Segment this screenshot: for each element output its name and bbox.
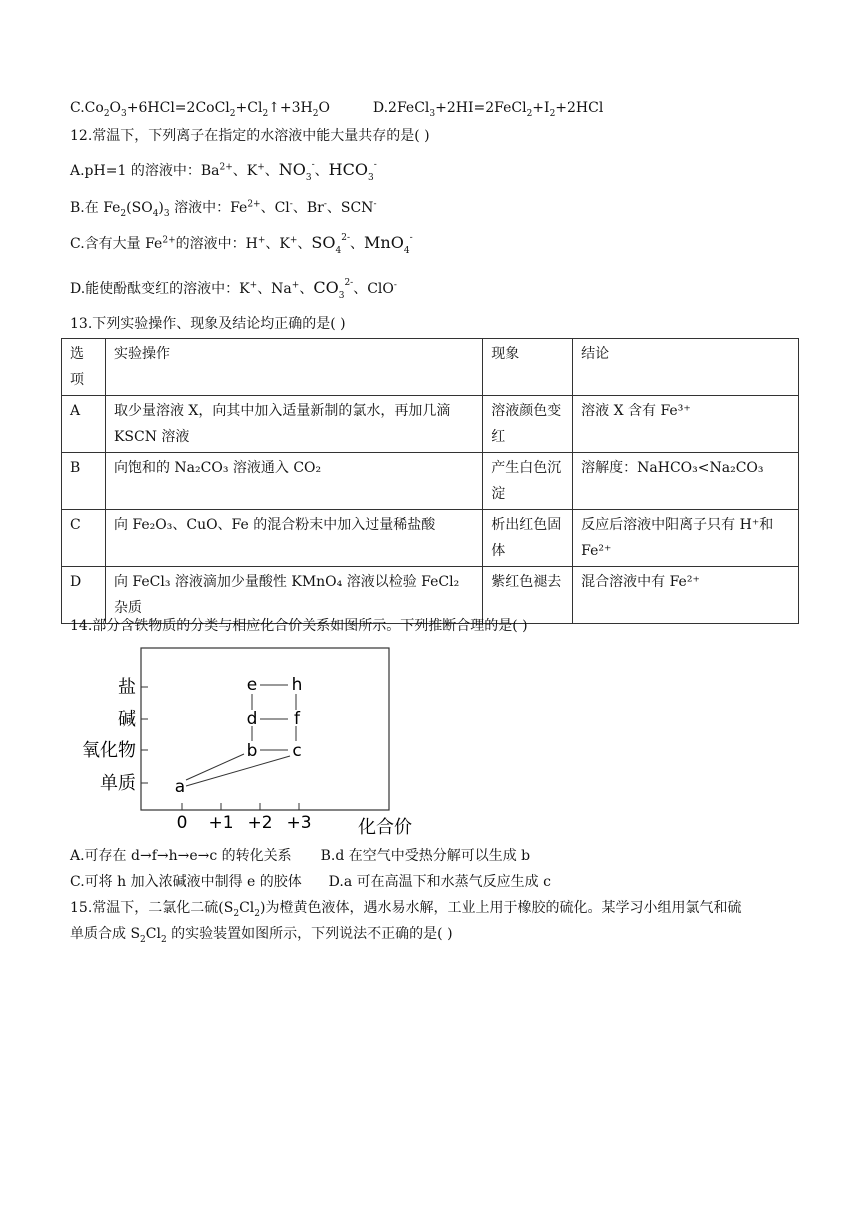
a-c-line bbox=[186, 756, 290, 786]
q15-stem-line2: 单质合成 $S_2Cl_2$ 的实验装置如图所示，下列说法不正确的是( ) bbox=[70, 926, 453, 945]
row-operation: 向 FeCl₃ 溶液滴加少量酸性 KMnO₄ 溶液以检验 FeCl₂ 杂质 bbox=[105, 567, 482, 624]
x-label-0: 0 bbox=[176, 813, 188, 833]
q12-option-d: D.能使酚酞变红的溶液中：K+、Na+、$CO_3^{2-}$、ClO- bbox=[70, 278, 397, 301]
q12-option-b: B.在 $Fe_2(SO_4)_3$ 溶液中：$Fe^{2+}$、Cl-、Br-、SCN- bbox=[70, 199, 377, 219]
x-label-plus3: +3 bbox=[286, 813, 312, 833]
row-phenomenon: 溶液颜色变红 bbox=[483, 396, 573, 453]
point-d: d bbox=[246, 709, 258, 729]
row-conclusion: 混合溶液中有 Fe²⁺ bbox=[573, 567, 799, 624]
table-row bbox=[62, 510, 799, 567]
q12-stem: 12.常温下，下列离子在指定的水溶液中能大量共存的是( ) bbox=[70, 128, 430, 144]
q11-options-row bbox=[70, 98, 603, 118]
row-option: D bbox=[62, 567, 106, 624]
y-label-base: 碱 bbox=[118, 709, 136, 730]
table-row bbox=[62, 453, 799, 510]
row-phenomenon: 析出红色固体 bbox=[483, 510, 573, 567]
q14-option-c: C.可将 h 加入浓碱液中制得 e 的胶体 bbox=[70, 874, 302, 890]
q14-stem: 14.部分含铁物质的分类与相应化合价关系如图所示。下列推断合理的是( ) bbox=[70, 618, 528, 634]
y-label-salt: 盐 bbox=[118, 677, 136, 698]
point-e: f bbox=[294, 709, 300, 729]
header-conclusion: 结论 bbox=[573, 339, 799, 396]
q12-option-a: A.pH=1 的溶液中：$Ba^{2+}$、K+、$NO_3^-$、$HCO_3^-$ bbox=[70, 160, 377, 183]
q14-options-row-1 bbox=[70, 846, 530, 866]
table-row bbox=[62, 567, 799, 624]
row-conclusion: 溶解度：NaHCO₃<Na₂CO₃ bbox=[573, 453, 799, 510]
q14-option-a: A.可存在 d→f→h→e→c 的转化关系 bbox=[70, 848, 292, 864]
x-label-plus2: +2 bbox=[247, 813, 273, 833]
q14-option-b: B.d 在空气中受热分解可以生成 b bbox=[320, 848, 531, 864]
row-operation: 向 Fe₂O₃、CuO、Fe 的混合粉末中加入过量稀盐酸 bbox=[105, 510, 482, 567]
x-axis-title: 化合价 bbox=[358, 817, 412, 838]
header-phenomenon: 现象 bbox=[483, 339, 573, 396]
table-row bbox=[62, 396, 799, 453]
x-label-plus1: +1 bbox=[208, 813, 234, 833]
table-header-row bbox=[62, 339, 799, 396]
row-phenomenon: 紫红色褪去 bbox=[483, 567, 573, 624]
point-c: c bbox=[292, 741, 302, 761]
row-option: B bbox=[62, 453, 106, 510]
y-label-element: 单质 bbox=[100, 773, 136, 794]
row-operation: 取少量溶液 X，向其中加入适量新制的氯水，再加几滴 KSCN 溶液 bbox=[105, 396, 482, 453]
row-option: A bbox=[62, 396, 106, 453]
row-option: C bbox=[62, 510, 106, 567]
q13-table bbox=[61, 338, 799, 624]
point-f: e bbox=[246, 675, 258, 695]
row-phenomenon: 产生白色沉淀 bbox=[483, 453, 573, 510]
q14-options-row-2 bbox=[70, 872, 551, 892]
header-operation: 实验操作 bbox=[105, 339, 482, 396]
point-h: h bbox=[291, 675, 303, 695]
q11-option-c: $C.Co_2O_3+6HCl=2CoCl_2+Cl_2↑+3H_2O$ bbox=[70, 100, 330, 119]
q11-option-d: $D.2FeCl_3+2HI=2FeCl_2+I_2+2HCl$ bbox=[372, 100, 604, 119]
row-conclusion: 反应后溶液中阳离子只有 H⁺和 Fe²⁺ bbox=[573, 510, 799, 567]
point-a: a bbox=[174, 777, 186, 797]
y-label-oxide: 氧化物 bbox=[82, 740, 136, 761]
q13-stem: 13.下列实验操作、现象及结论均正确的是( ) bbox=[70, 316, 346, 332]
q15-stem-line1: 15.常温下，二氯化二硫$(S_2Cl_2)$为橙黄色液体，遇水易水解，工业上用于橡胶的硫化。某学习小组用氯气和硫 bbox=[70, 900, 742, 919]
q12-option-c: C.含有大量 $Fe^{2+}$的溶液中：H+、K+、$SO_4^{2-}$、MnO$_4$- bbox=[70, 233, 413, 256]
row-conclusion: 溶液 X 含有 Fe³⁺ bbox=[573, 396, 799, 453]
a-b-line bbox=[186, 754, 244, 780]
point-b: b bbox=[246, 741, 258, 761]
header-option: 选 项 bbox=[62, 339, 106, 396]
iron-valence-diagram bbox=[70, 640, 430, 840]
q14-option-d: D.a 可在高温下和水蒸气反应生成 c bbox=[328, 874, 551, 890]
row-operation: 向饱和的 Na₂CO₃ 溶液通入 CO₂ bbox=[105, 453, 482, 510]
